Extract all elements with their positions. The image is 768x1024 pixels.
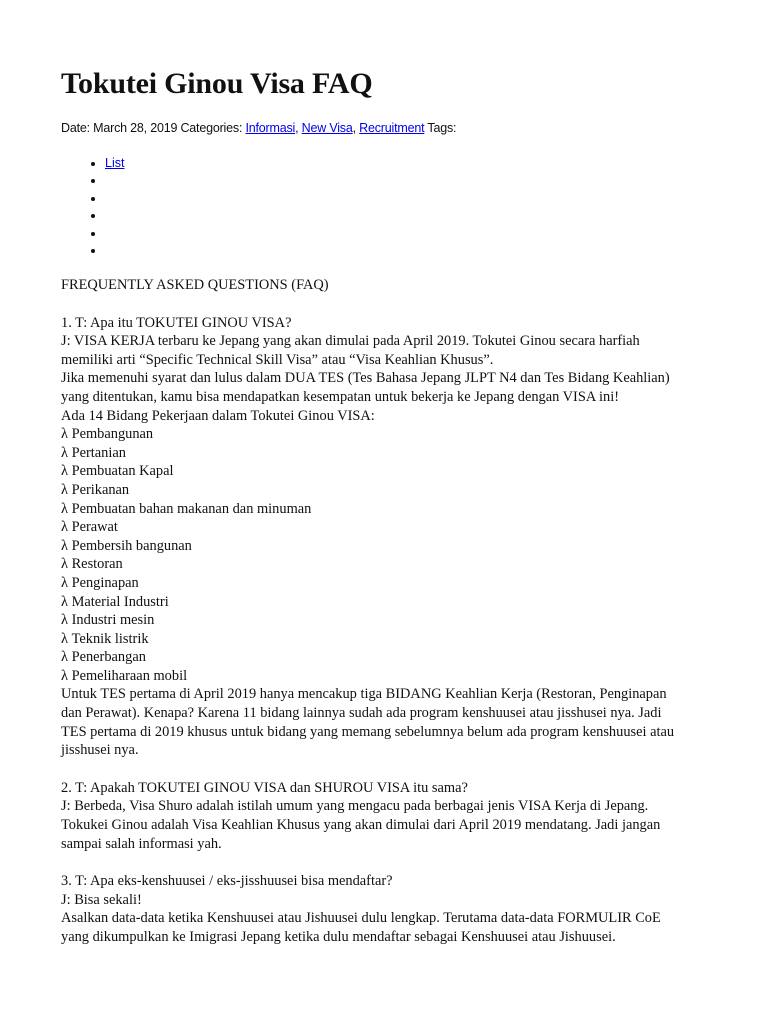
closing-line: dan Perawat). Kenapa? Karena 11 bidang lainnya sudah ada program kenshuusei atau jisshusei nya. Jadi <box>61 705 662 722</box>
article-body <box>61 276 721 947</box>
field-item: λ Pertanian <box>61 444 721 463</box>
list-item <box>105 207 124 224</box>
list-item <box>105 155 124 172</box>
field-item: λ Pembuatan Kapal <box>61 462 721 481</box>
list-item <box>105 242 124 259</box>
fields-intro: Ada 14 Bidang Pekerjaan dalam Tokutei Ginou VISA: <box>61 407 375 424</box>
answer-3-line: J: Bisa sekali! <box>61 891 142 908</box>
question-3: 3. T: Apa eks-kenshuusei / eks-jisshuusei bisa mendaftar? <box>61 873 393 890</box>
post-meta: Date: March 28, 2019 Categories: Informasi, New Visa, Recruitment Tags: <box>61 121 457 135</box>
answer-1-line: yang ditentukan, kamu bisa mendapatkan kesempatan untuk bekerja ke Jepang dengan VISA ini! <box>61 388 620 405</box>
list-item <box>105 225 124 242</box>
faq-heading: FREQUENTLY ASKED QUESTIONS (FAQ) <box>61 277 329 293</box>
faq-item-3 <box>61 872 721 946</box>
answer-3-line: Asalkan data-data ketika Kenshuusei atau Jishuusei dulu lengkap. Terutama data-data FORMULIR CoE <box>61 910 661 927</box>
answer-1-line: memiliki arti “Specific Technical Skill Visa” atau “Visa Keahlian Khusus”. <box>61 351 494 368</box>
question-1: 1. T: Apa itu TOKUTEI GINOU VISA? <box>61 314 292 331</box>
answer-1-line: J: VISA KERJA terbaru ke Jepang yang akan dimulai pada April 2019. Tokutei Ginou secara harfiah <box>61 333 640 350</box>
date-categories-label: Date: March 28, 2019 Categories: <box>61 121 246 135</box>
share-list <box>61 155 124 259</box>
field-item: λ Perikanan <box>61 481 721 500</box>
answer-2-line: sampai salah informasi yah. <box>61 835 222 852</box>
field-item: λ Penerbangan <box>61 648 721 667</box>
list-item <box>105 190 124 207</box>
field-item: λ Pembersih bangunan <box>61 537 721 556</box>
answer-2-line: J: Berbeda, Visa Shuro adalah istilah umum yang mengacu pada berbagai jenis VISA Kerja di Jepang. <box>61 798 649 815</box>
list-item <box>105 172 124 189</box>
category-link-informasi[interactable]: Informasi <box>245 121 296 135</box>
field-item: λ Pembuatan bahan makanan dan minuman <box>61 500 721 519</box>
field-item: λ Teknik listrik <box>61 630 721 649</box>
closing-line: TES pertama di 2019 khusus untuk bidang yang memang sebelumnya belum ada program kenshuusei atau <box>61 723 675 740</box>
category-link-recruitment[interactable]: Recruitment <box>359 121 425 135</box>
closing-line: jisshusei nya. <box>61 742 139 759</box>
closing-line: Untuk TES pertama di April 2019 hanya mencakup tiga BIDANG Keahlian Kerja (Restoran, Penginapan <box>61 686 667 703</box>
faq-item-2 <box>61 779 721 853</box>
answer-3-line: yang dikumpulkan ke Imigrasi Jepang ketika dulu mendaftar sebagai Kenshuusei atau Jishuusei. <box>61 929 616 945</box>
field-item: λ Material Industri <box>61 593 721 612</box>
field-item: λ Penginapan <box>61 574 721 593</box>
field-item: λ Industri mesin <box>61 611 721 630</box>
list-link[interactable]: List <box>105 156 125 170</box>
answer-2-line: Tokukei Ginou adalah Visa Keahlian Khusus yang akan dimulai dari April 2019 mendatang. Jadi jangan <box>61 817 661 834</box>
field-item: λ Restoran <box>61 555 721 574</box>
faq-item-1 <box>61 314 721 760</box>
question-2: 2. T: Apakah TOKUTEI GINOU VISA dan SHUROU VISA itu sama? <box>61 779 468 796</box>
category-link-new-visa[interactable]: New Visa <box>301 121 353 135</box>
page-title: Tokutei Ginou Visa FAQ <box>61 67 373 100</box>
field-item: λ Pembangunan <box>61 425 721 444</box>
tags-label: Tags: <box>424 121 457 135</box>
field-item: λ Pemeliharaan mobil <box>61 667 721 686</box>
answer-1-line: Jika memenuhi syarat dan lulus dalam DUA TES (Tes Bahasa Jepang JLPT N4 dan Tes Bidang Keahlian) <box>61 370 670 387</box>
field-item: λ Perawat <box>61 518 721 537</box>
